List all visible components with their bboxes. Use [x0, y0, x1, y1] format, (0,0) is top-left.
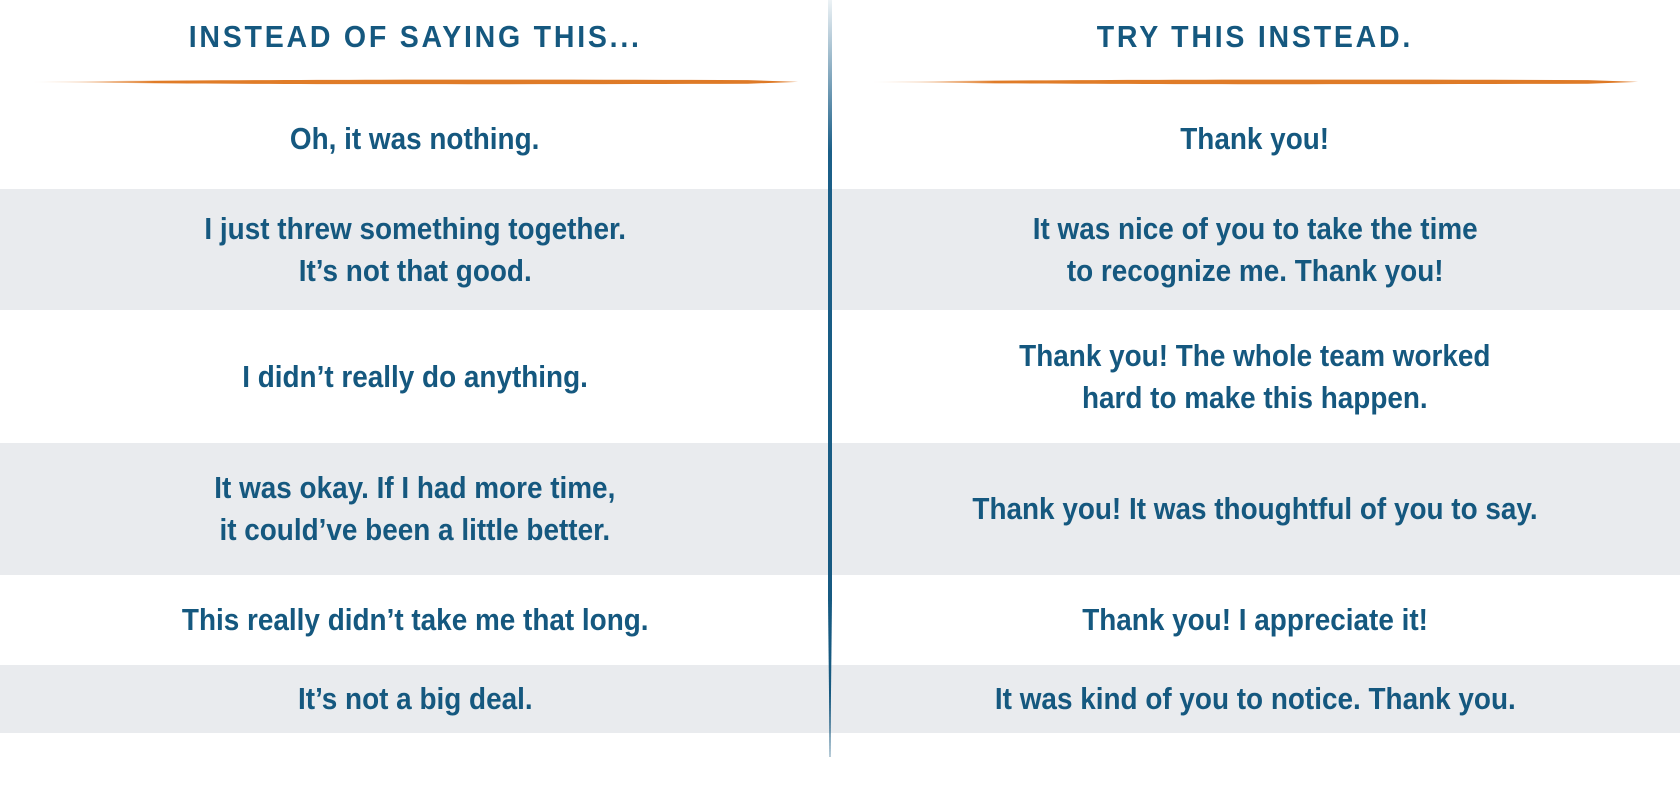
phrase-line: Thank you! I appreciate it!: [1082, 602, 1428, 637]
row-cell-left: [0, 88, 830, 189]
phrase-text: [1019, 335, 1490, 419]
phrase-line: Thank you!: [1180, 120, 1330, 156]
phrase-text: [204, 208, 626, 292]
header-underline-left: [32, 76, 798, 88]
row-cell-right: [830, 310, 1680, 443]
phrase-line: to recognize me. Thank you!: [1066, 252, 1444, 288]
row-cell-left: [0, 310, 830, 443]
row-cell-right: [830, 665, 1680, 733]
row-cell-right: [830, 88, 1680, 189]
phrase-text: [995, 678, 1516, 720]
phrase-line: it could’ve been a little better.: [219, 512, 611, 547]
row-cell-right: [830, 575, 1680, 665]
right-column-title: TRY THIS INSTEAD.: [1096, 19, 1414, 54]
phrase-line: I didn’t really do anything.: [242, 358, 588, 394]
table-row: [0, 310, 1680, 443]
table-row: [0, 443, 1680, 575]
table-row: [0, 575, 1680, 665]
header-cell-right: [830, 0, 1680, 88]
phrase-text: [1181, 118, 1330, 160]
phrase-line: hard to make this happen.: [1082, 379, 1428, 415]
phrase-text: [1033, 208, 1478, 292]
phrase-line: It was nice of you to take the time: [1032, 210, 1478, 246]
phrase-text: [290, 118, 540, 160]
phrase-line: This really didn’t take me that long.: [181, 602, 649, 637]
row-cell-left: [0, 189, 830, 310]
table-row: [0, 665, 1680, 733]
table-header-row: [0, 0, 1680, 88]
phrase-line: I just threw something together.: [204, 210, 626, 246]
phrase-line: It’s not that good.: [298, 252, 532, 288]
phrase-line: Thank you! The whole team worked: [1019, 337, 1491, 373]
phrase-text: [242, 356, 588, 398]
row-cell-left: [0, 665, 830, 733]
phrase-line: Thank you! It was thoughtful of you to say.: [972, 491, 1538, 526]
phrase-line: Oh, it was nothing.: [290, 120, 540, 156]
header-cell-left: [0, 0, 830, 88]
phrase-text: [298, 678, 533, 720]
phrase-line: It was okay. If I had more time,: [214, 470, 616, 505]
phrase-text: [182, 599, 649, 641]
phrase-text: [214, 467, 615, 551]
phrase-text: [1082, 599, 1428, 641]
row-cell-left: [0, 575, 830, 665]
phrase-line: It’s not a big deal.: [297, 681, 533, 716]
phrase-line: It was kind of you to notice. Thank you.: [994, 681, 1516, 716]
row-cell-right: [830, 189, 1680, 310]
phrase-text: [972, 488, 1537, 530]
row-cell-right: [830, 443, 1680, 575]
left-column-title: INSTEAD OF SAYING THIS...: [188, 19, 642, 54]
header-underline-right: [872, 76, 1638, 88]
table-row: [0, 189, 1680, 310]
table-row: [0, 88, 1680, 189]
row-cell-left: [0, 443, 830, 575]
